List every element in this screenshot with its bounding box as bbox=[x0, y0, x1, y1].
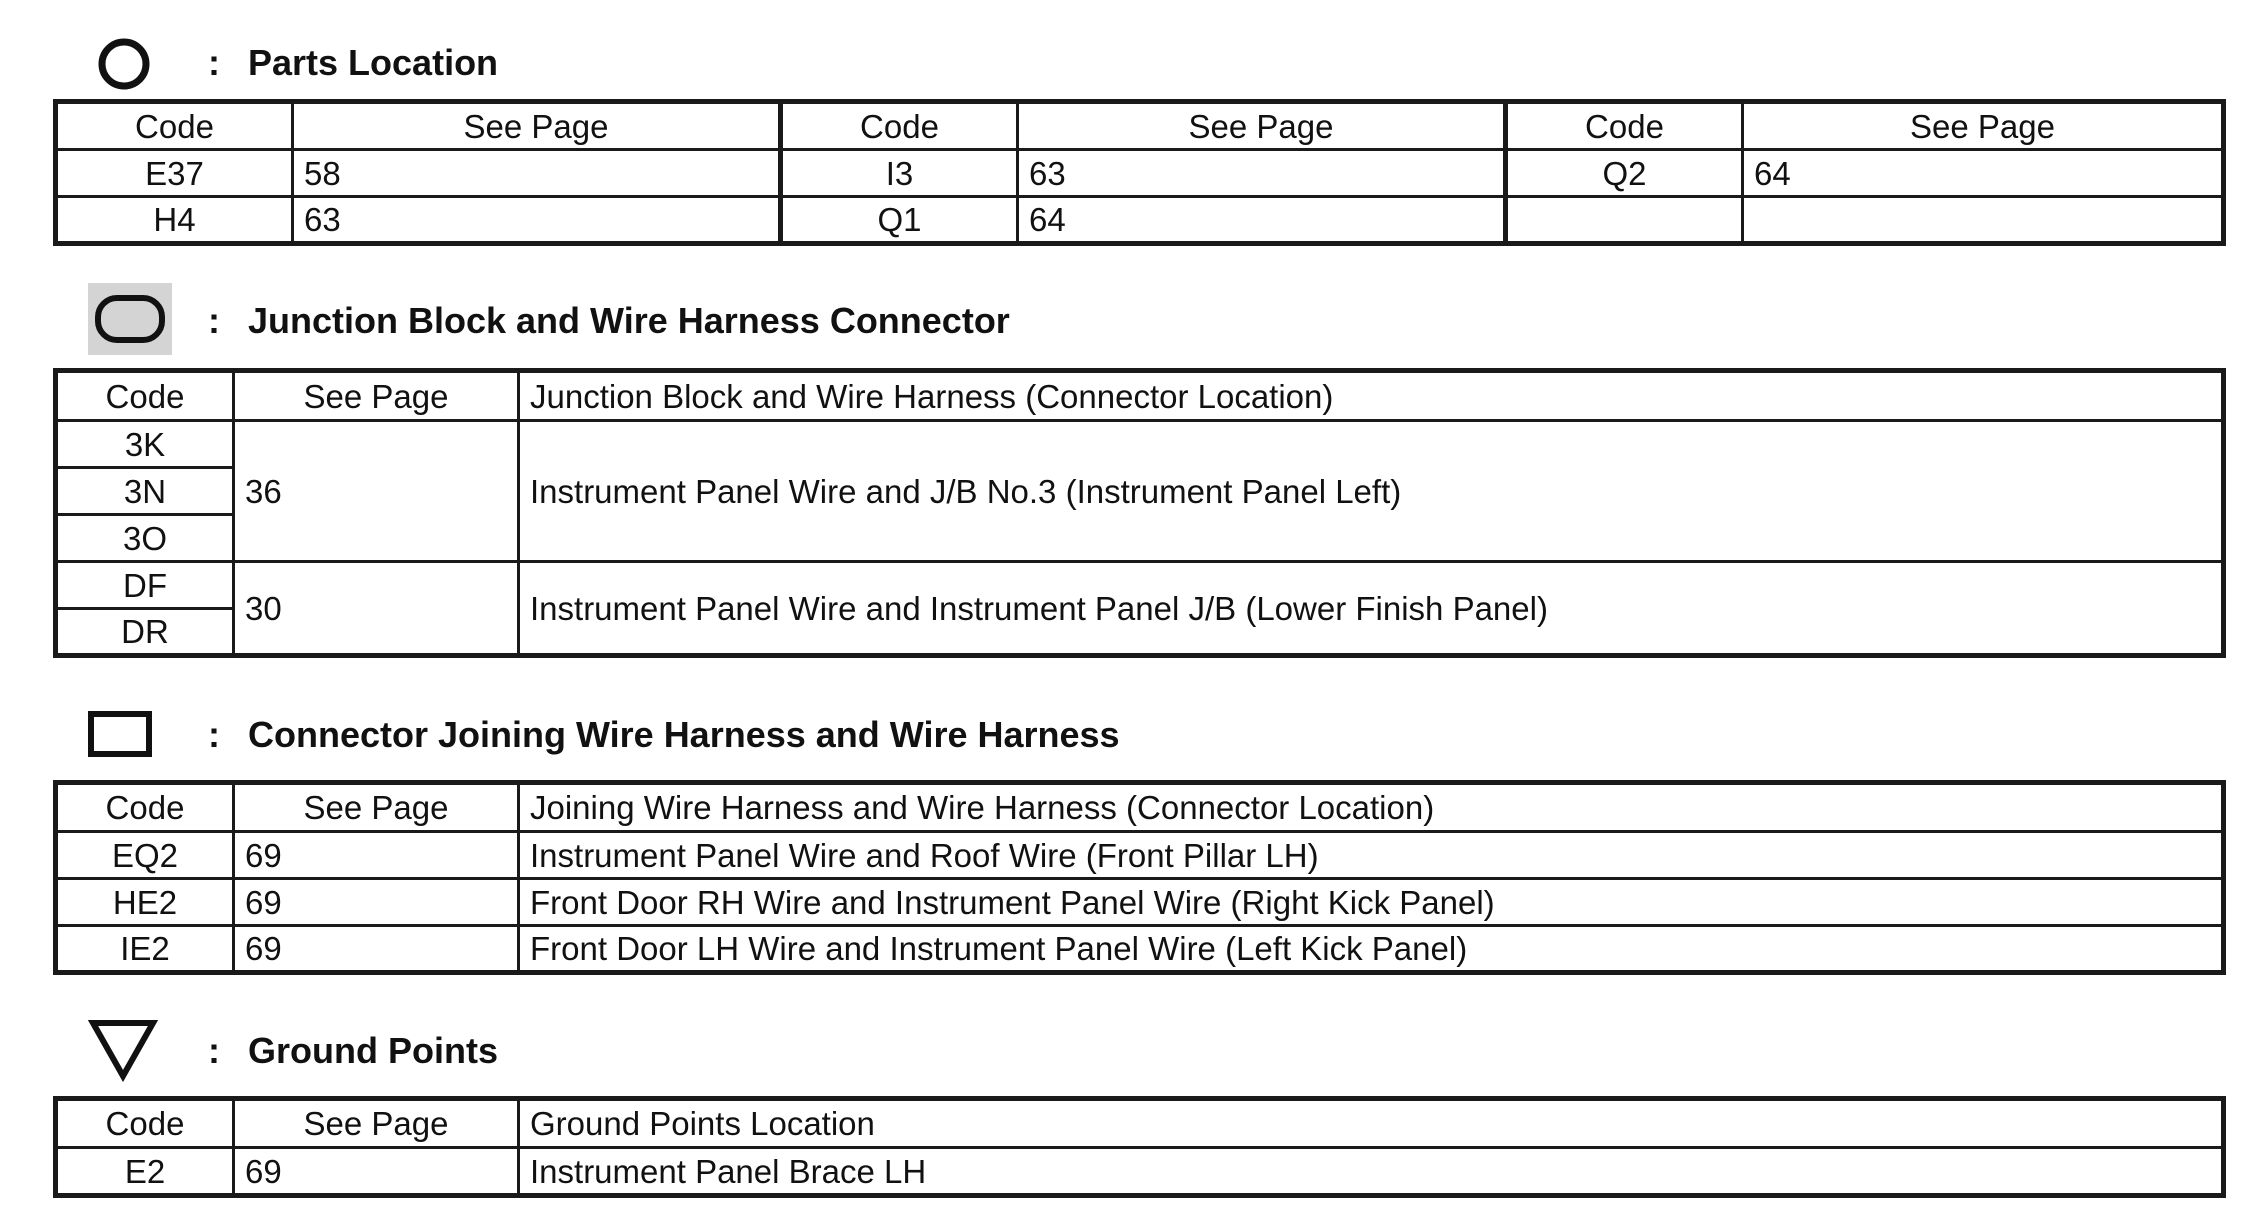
header-cell: See Page bbox=[293, 102, 781, 150]
table-row bbox=[56, 150, 2224, 197]
page-cell: 63 bbox=[1018, 150, 1506, 197]
code-cell: HE2 bbox=[56, 879, 234, 926]
page-cell bbox=[1743, 197, 2224, 244]
rectangle-icon bbox=[88, 711, 152, 757]
header-cell: See Page bbox=[1743, 102, 2224, 150]
code-cell: I3 bbox=[781, 150, 1018, 197]
table-header-row bbox=[56, 783, 2224, 832]
table-row bbox=[56, 926, 2224, 973]
location-cell: Instrument Panel Wire and Instrument Panel J/B (Lower Finish Panel) bbox=[519, 562, 2224, 656]
header-cell: Code bbox=[56, 102, 293, 150]
page-cell: 58 bbox=[293, 150, 781, 197]
code-cell: 3O bbox=[56, 515, 234, 562]
header-cell: See Page bbox=[1018, 102, 1506, 150]
section-colon: : bbox=[208, 42, 220, 83]
page-cell: 64 bbox=[1743, 150, 2224, 197]
header-cell: Code bbox=[781, 102, 1018, 150]
ground-points-heading: Ground Points bbox=[248, 1030, 498, 1071]
location-cell: Instrument Panel Wire and J/B No.3 (Instrument Panel Left) bbox=[519, 421, 2224, 562]
rounded-rectangle-icon bbox=[88, 283, 172, 355]
code-cell: Q1 bbox=[781, 197, 1018, 244]
section-colon: : bbox=[208, 300, 220, 341]
section-colon: : bbox=[208, 1030, 220, 1071]
table-row bbox=[56, 562, 2224, 609]
table-header-row bbox=[56, 102, 2224, 150]
header-cell: See Page bbox=[234, 1099, 519, 1148]
location-cell: Front Door RH Wire and Instrument Panel Wire (Right Kick Panel) bbox=[519, 879, 2224, 926]
code-cell: EQ2 bbox=[56, 832, 234, 879]
header-cell: See Page bbox=[234, 371, 519, 421]
code-cell: H4 bbox=[56, 197, 293, 244]
header-cell: Ground Points Location bbox=[519, 1099, 2224, 1148]
header-cell: See Page bbox=[234, 783, 519, 832]
header-cell: Code bbox=[56, 783, 234, 832]
junction-block-table bbox=[53, 368, 2226, 658]
header-cell: Code bbox=[56, 1099, 234, 1148]
section-colon: : bbox=[208, 714, 220, 755]
page-cell: 69 bbox=[234, 832, 519, 879]
code-cell: E37 bbox=[56, 150, 293, 197]
table-row bbox=[56, 879, 2224, 926]
location-cell: Front Door LH Wire and Instrument Panel Wire (Left Kick Panel) bbox=[519, 926, 2224, 973]
page-cell: 69 bbox=[234, 926, 519, 973]
page-cell: 36 bbox=[234, 421, 519, 562]
header-cell: Junction Block and Wire Harness (Connector Location) bbox=[519, 371, 2224, 421]
location-cell: Instrument Panel Brace LH bbox=[519, 1148, 2224, 1196]
header-cell: Code bbox=[56, 371, 234, 421]
table-header-row bbox=[56, 1099, 2224, 1148]
page-cell: 63 bbox=[293, 197, 781, 244]
parts-location-table bbox=[53, 99, 2226, 246]
table-row bbox=[56, 832, 2224, 879]
table-row bbox=[56, 197, 2224, 244]
table-row bbox=[56, 1148, 2224, 1196]
table-row bbox=[56, 421, 2224, 468]
code-cell: 3N bbox=[56, 468, 234, 515]
code-cell bbox=[1506, 197, 1743, 244]
code-cell: 3K bbox=[56, 421, 234, 468]
page-cell: 69 bbox=[234, 879, 519, 926]
junction-block-heading: Junction Block and Wire Harness Connector bbox=[248, 300, 1010, 341]
header-cell: Joining Wire Harness and Wire Harness (Connector Location) bbox=[519, 783, 2224, 832]
parts-location-heading: Parts Location bbox=[248, 42, 499, 83]
code-cell: E2 bbox=[56, 1148, 234, 1196]
code-cell: DR bbox=[56, 609, 234, 656]
connector-joining-heading: Connector Joining Wire Harness and Wire Harness bbox=[248, 714, 1120, 755]
page-cell: 64 bbox=[1018, 197, 1506, 244]
down-triangle-icon bbox=[88, 1018, 158, 1082]
ground-points-table bbox=[53, 1096, 2226, 1198]
page-cell: 69 bbox=[234, 1148, 519, 1196]
location-cell: Instrument Panel Wire and Roof Wire (Front Pillar LH) bbox=[519, 832, 2224, 879]
table-header-row bbox=[56, 371, 2224, 421]
code-cell: Q2 bbox=[1506, 150, 1743, 197]
header-cell: Code bbox=[1506, 102, 1743, 150]
code-cell: IE2 bbox=[56, 926, 234, 973]
connector-joining-table bbox=[53, 780, 2226, 975]
code-cell: DF bbox=[56, 562, 234, 609]
page-cell: 30 bbox=[234, 562, 519, 656]
circle-icon bbox=[96, 36, 152, 92]
